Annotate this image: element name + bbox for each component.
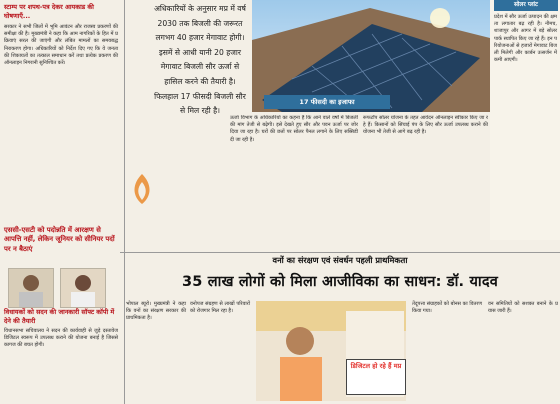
story-column-3: तेंदूपत्ता संग्राहकों को बोनस का वितरण किया गया।	[412, 301, 482, 315]
callout-text: अधिकारियों के अनुसार मप्र में वर्ष 2030 तक बिजली की जरूरत लगभग 40 हजार मेगावाट होगी। इसमें से आधी यानी 20 हजार मेगावाट बिजली सौर ऊर्जा से हासिल करने की तैयारी है। फिलहाल 17 फीसदी बिजली सौर से मिल रही है।	[154, 4, 246, 116]
mid-column-b	[363, 115, 488, 250]
right-body: प्रदेश में सौर ऊर्जा उत्पादन की क्षमता लगातार बढ़ रही है। नीमच, शाजापुर और आगर में बड़े सोलर पार्क स्थापित किए जा रहे हैं। इन परियोजनाओं से हजारों मेगावाट बिजली मिलेगी और कार्बन उत्सर्जन में कमी आएगी।	[494, 14, 557, 64]
photo-caption: 17 फीसदी का इजाफा	[264, 95, 390, 109]
newspaper-logo	[128, 172, 156, 206]
lower-story	[120, 253, 560, 404]
left-body-1: सरकार ने सभी जिलों में भूमि आवंटन और राजस्व प्रकरणों की समीक्षा की है। मुख्यमंत्री ने कहा कि आम नागरिकों के हित में प्रक्रियाएं सरल की जाएंगी और लंबित मामलों का समयबद्ध निराकरण होगा। अधिकारियों को निर्देश दिए गए कि वे जनता की शिकायतों का तत्काल समाधान करें तथा प्रत्येक प्रकरण की ऑनलाइन निगरानी सुनिश्चित करें।	[4, 24, 118, 67]
left-headline-3: विधायकों को सदन की जानकारी सॉफ्ट कॉपी में देने की तैयारी	[4, 308, 115, 325]
portrait-photo	[60, 268, 106, 308]
story-column-1: भोपाल ब्यूरो। मुख्यमंत्री ने कहा कि वनों का संरक्षण सरकार की प्राथमिकता है।	[126, 301, 186, 322]
right-column	[490, 0, 560, 240]
story-kicker: वनों का संरक्षण एवं संवर्धन पहली प्राथमिकता	[272, 255, 408, 265]
mid-column-a	[230, 115, 358, 250]
left-column	[0, 0, 120, 404]
story-headline: 35 लाख लोगों को मिला आजीविका का साधन: डॉ. यादव	[181, 274, 499, 290]
portrait-photo	[8, 268, 54, 308]
mid-body-b: रूफटॉप सोलर योजना के तहत आवेदन ऑनलाइन स्वीकार किए जा रहे हैं। किसानों को सिंचाई पंप के लिए सौर ऊर्जा उपलब्ध कराने की योजना भी तेजी से आगे बढ़ रही है।	[363, 115, 488, 136]
left-body-2: विधानसभा सचिवालय ने सदन की कार्यवाही से जुड़े दस्तावेज डिजिटल स्वरूप में उपलब्ध कराने की योजना बनाई है जिससे कागज की बचत होगी।	[4, 328, 118, 349]
section-tag: सोलर प्लांट	[494, 0, 558, 11]
digital-badge: डिजिटल हो रहे हैं मप्र	[346, 359, 406, 395]
cm-banner-photo	[256, 301, 406, 401]
story-column-4: वन समितियों को सशक्त बनाने के प्रयास जारी हैं।	[488, 301, 558, 315]
mid-body-a: ऊर्जा विभाग के अधिकारियों का कहना है कि आने वाले वर्षों में बिजली की मांग तेजी से बढ़ेगी। इसे देखते हुए सौर और पवन ऊर्जा पर जोर दिया जा रहा है। घरों की छतों पर सोलर पैनल लगाने के लिए सब्सिडी दी जा रही है।	[230, 115, 358, 143]
story-column-2: वनोपज संग्रहण से लाखों परिवारों को रोजगार मिल रहा है।	[190, 301, 250, 315]
left-headline-1: स्टाम्प पर शपथ-पत्र देकर आयकाड की घोषणाएँ...	[4, 3, 94, 20]
left-headline-2: एससी-एसटी को पदोन्नति में आरक्षण से आपत्ति नहीं, लेकिन जूनियर को सीनियर पदों पर न बैठाएं	[4, 226, 115, 253]
